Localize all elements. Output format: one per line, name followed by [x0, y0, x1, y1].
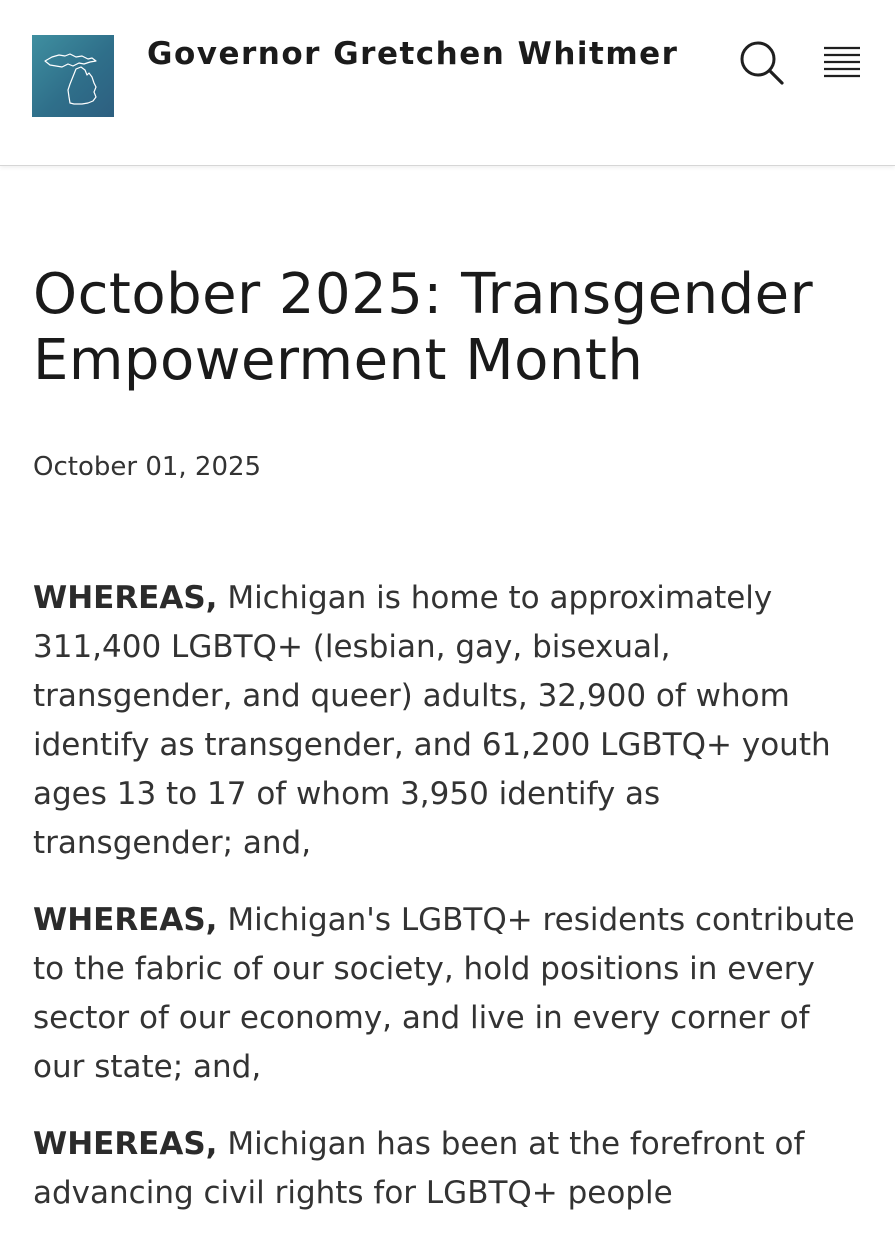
- paragraph-text: Michigan's LGBTQ+ residents contribute to the fabric of our society, hold positions in every sector of our economy, and live in every corner of our state; and,: [33, 902, 855, 1085]
- whereas-paragraph-1: [33, 574, 863, 868]
- hamburger-menu-icon: [818, 42, 866, 82]
- search-icon: [734, 38, 788, 88]
- search-button[interactable]: [734, 38, 788, 88]
- whereas-paragraph-3: [33, 1120, 863, 1218]
- michigan-outline-graphic: [32, 35, 114, 117]
- paragraph-text: Michigan is home to approximately 311,400 LGBTQ+ (lesbian, gay, bisexual, transgender, and queer) adults, 32,900 of whom identify as transgender, and 61,200 LGBTQ+ youth ages 13 to 17 of whom 3,950 identify as transgender; and,: [33, 580, 831, 861]
- article-body: [33, 574, 863, 1246]
- paragraph-text: Michigan has been at the forefront of advancing civil rights for LGBTQ+ people: [33, 1126, 805, 1211]
- menu-button[interactable]: [818, 42, 866, 82]
- page-title: October 2025: Transgender Empowerment Month: [33, 262, 814, 393]
- whereas-label: WHEREAS,: [33, 580, 218, 616]
- site-header: [0, 0, 895, 166]
- site-title[interactable]: Governor Gretchen Whitmer: [147, 36, 679, 72]
- whereas-label: WHEREAS,: [33, 1126, 218, 1162]
- whereas-label: WHEREAS,: [33, 902, 218, 938]
- whereas-paragraph-2: [33, 896, 863, 1092]
- michigan-map-icon[interactable]: [32, 35, 114, 117]
- post-date: October 01, 2025: [33, 452, 262, 482]
- article-main: [33, 262, 863, 1211]
